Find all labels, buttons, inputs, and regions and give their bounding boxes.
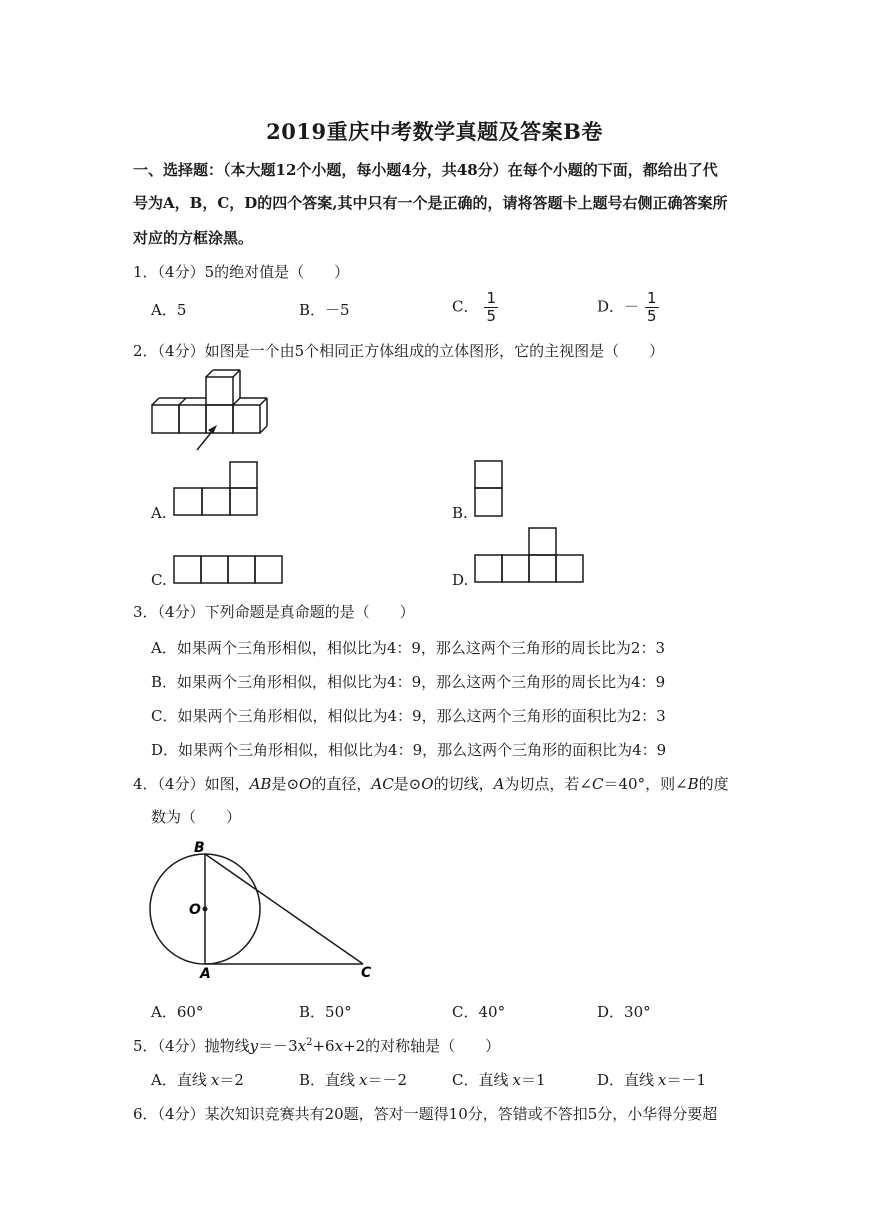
q2-solid-figure xyxy=(145,368,275,458)
q4-option-d: D．30° xyxy=(597,1003,651,1021)
q2-stem: 2．（4分）如图是一个由5个相同正方体组成的立体图形，它的主视图是（ ） xyxy=(133,342,665,360)
q5-option-text: D．直线 xyxy=(597,1071,655,1089)
q1-stem: 1．（4分）5的绝对值是（ ） xyxy=(133,263,350,281)
q4-stem-text: 的直径， xyxy=(311,775,372,793)
q1-option-b: B．－5 xyxy=(299,301,350,319)
q2-option-a-figure xyxy=(173,461,259,517)
q2-option-b-label: B. xyxy=(452,504,468,522)
q3-option-d: D．如果两个三角形相似，相似比为4：9，那么这两个三角形的面积比为4：9 xyxy=(151,741,667,759)
q5-option-value: ＝2 xyxy=(219,1071,244,1089)
q3-option-a: A．如果两个三角形相似，相似比为4：9，那么这两个三角形的周长比为2：3 xyxy=(151,639,666,657)
q2-option-d-figure xyxy=(474,527,586,584)
q4-var-ac: AC xyxy=(371,775,394,793)
q4-circle-figure xyxy=(145,838,385,983)
q5-option-a xyxy=(151,1069,244,1090)
q4-stem-text: 是⊙ xyxy=(271,775,300,793)
q5-stem-text: ＝－3 xyxy=(258,1037,298,1055)
section-intro-line2: 号为A，B，C，D的四个答案,其中只有一个是正确的，请将答题卡上题号右侧正确答案所 xyxy=(133,194,728,212)
q5-option-text: B．直线 xyxy=(299,1071,356,1089)
q5-var-x: x xyxy=(210,1071,220,1089)
q4-option-a: A．60° xyxy=(151,1003,204,1021)
q4-var-ab: AB xyxy=(249,775,272,793)
q1-option-d-numerator: 1 xyxy=(647,289,657,307)
q5-var-x: x xyxy=(658,1071,667,1089)
q2-option-d-label: D. xyxy=(452,571,469,589)
segment-bc xyxy=(205,854,363,964)
label-c: C xyxy=(361,965,372,981)
q1-option-c-prefix: C． xyxy=(452,297,479,316)
q4-var-c: C xyxy=(592,775,604,793)
q4-stem-text: 的度 xyxy=(698,775,729,793)
q5-option-b xyxy=(299,1069,407,1090)
q5-stem-text: +2的对称轴是（ ） xyxy=(343,1037,501,1055)
q4-stem-line1 xyxy=(133,773,729,794)
q5-var-y: y xyxy=(249,1037,259,1055)
q4-stem-text: ＝40°，则∠ xyxy=(603,775,688,793)
q4-var-o: O xyxy=(421,775,434,793)
q1-option-d-denominator: 5 xyxy=(647,307,657,325)
q3-stem: 3．（4分）下列命题是真命题的是（ ） xyxy=(133,603,415,621)
q4-option-c: C．40° xyxy=(452,1003,506,1021)
q5-option-text: C．直线 xyxy=(452,1071,509,1089)
q5-option-d xyxy=(597,1069,706,1090)
q1-option-a: A．5 xyxy=(151,301,187,319)
q5-stem-text: +6 xyxy=(312,1037,335,1055)
q1-option-d-fraction xyxy=(645,290,659,325)
q5-option-value: ＝－1 xyxy=(666,1071,707,1089)
label-a: A xyxy=(200,966,211,982)
q5-option-c xyxy=(452,1069,546,1090)
q4-stem-text: 4．（4分）如图， xyxy=(133,775,250,793)
q4-var-a: A xyxy=(493,775,505,793)
q4-stem-text: 的切线， xyxy=(433,775,494,793)
q4-stem-text: 是⊙ xyxy=(393,775,422,793)
page-title: 2019重庆中考数学真题及答案B卷 xyxy=(266,119,603,144)
q1-option-d xyxy=(597,290,659,325)
q5-option-text: A．直线 xyxy=(151,1071,207,1089)
q5-stem-text: 5．（4分）抛物线 xyxy=(133,1037,250,1055)
q6-stem: 6．（4分）某次知识竞赛共有20题，答对一题得10分，答错或不答扣5分，小华得分要超 xyxy=(133,1105,718,1123)
q5-stem xyxy=(133,1035,500,1056)
q5-var-x: x xyxy=(297,1037,307,1055)
q2-option-a-label: A. xyxy=(151,504,167,522)
q5-var-x: x xyxy=(512,1071,521,1089)
q4-stem-line2: 数为（ ） xyxy=(151,808,242,826)
label-o: O xyxy=(189,902,201,918)
q1-option-d-prefix: D．－ xyxy=(597,297,640,316)
q2-option-b-figure xyxy=(474,460,504,518)
q3-option-c: C．如果两个三角形相似，相似比为4：9，那么这两个三角形的面积比为2：3 xyxy=(151,707,666,725)
section-intro-line3: 对应的方框涂黑。 xyxy=(133,229,254,247)
q5-option-value: ＝－2 xyxy=(367,1071,408,1089)
q1-option-c-fraction xyxy=(484,290,498,325)
q5-exponent: 2 xyxy=(306,1037,313,1048)
q5-var-x: x xyxy=(334,1037,344,1055)
q5-option-value: ＝1 xyxy=(520,1071,546,1089)
label-b: B xyxy=(194,840,205,856)
q5-var-x: x xyxy=(359,1071,368,1089)
q4-var-b: B xyxy=(687,775,699,793)
q1-option-c xyxy=(452,290,498,325)
q4-stem-text: 为切点，若∠ xyxy=(504,775,592,793)
section-intro-line1: 一、选择题：（本大题12个小题，每小题4分，共48分）在每个小题的下面，都给出了代 xyxy=(133,161,718,179)
q1-option-c-denominator: 5 xyxy=(486,307,497,325)
q2-option-c-label: C. xyxy=(151,571,167,589)
q3-option-b: B．如果两个三角形相似，相似比为4：9，那么这两个三角形的周长比为4：9 xyxy=(151,673,666,691)
q1-option-c-numerator: 1 xyxy=(486,289,497,307)
center-point xyxy=(203,907,208,912)
q4-option-b: B．50° xyxy=(299,1003,352,1021)
q4-var-o: O xyxy=(299,775,312,793)
q2-option-c-figure xyxy=(173,555,285,585)
